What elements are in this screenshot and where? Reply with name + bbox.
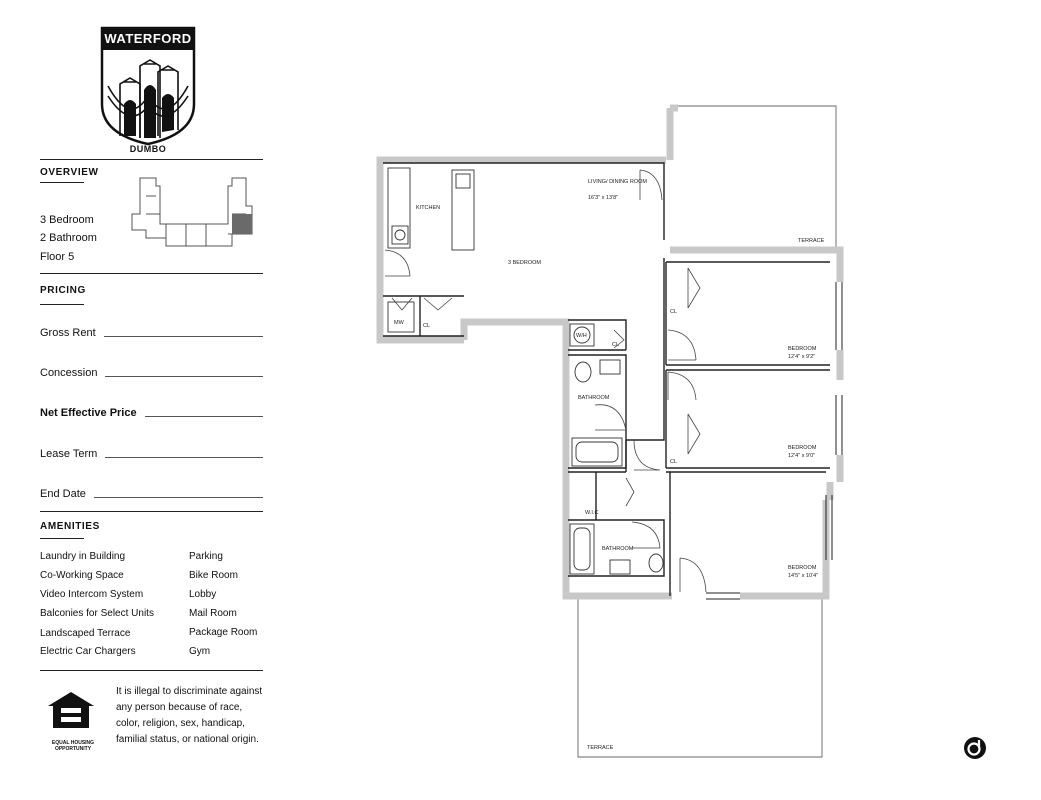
divider — [40, 538, 84, 539]
divider — [40, 273, 263, 274]
terrace-top-outline — [678, 106, 836, 248]
divider — [40, 511, 263, 512]
amenities-title: AMENITIES — [40, 521, 100, 532]
door-swings — [385, 170, 706, 592]
windows — [706, 282, 842, 599]
label-closet: CL — [423, 323, 431, 329]
bathroom-fixtures — [570, 324, 663, 574]
label-bedroom-1: BEDROOM — [788, 346, 817, 352]
amenity-item: Bike Room — [189, 570, 238, 581]
label-bedroom-1-dims: 12'4" x 9'2" — [788, 354, 816, 360]
info-sidebar — [40, 0, 263, 800]
label-mw: MW — [394, 320, 404, 326]
label-bedroom-3: BEDROOM — [788, 565, 817, 571]
amenity-item: Parking — [189, 551, 223, 562]
label-kitchen: KITCHEN — [416, 205, 441, 211]
divider — [40, 159, 263, 160]
overview-floor: Floor 5 — [40, 251, 75, 263]
amenity-item: Video Intercom System — [40, 589, 144, 600]
amenity-item: Co-Working Space — [40, 570, 124, 581]
label-living: LIVING/ DINING ROOM — [588, 179, 647, 185]
pricing-label: Gross Rent — [40, 327, 96, 339]
divider — [40, 304, 84, 305]
label-closet: CL — [670, 309, 678, 315]
waterford-dumbo-logo — [100, 26, 196, 158]
label-living-dims: 16'3" x 13'8" — [588, 195, 619, 201]
label-bedroom-2: BEDROOM — [788, 445, 817, 451]
terrace-bottom-outline — [578, 598, 822, 757]
label-bathroom-1: BATHROOM — [578, 395, 610, 401]
logo-name: WATERFORD — [104, 31, 192, 46]
interior-walls — [383, 163, 830, 596]
floor-plan — [370, 100, 850, 765]
fair-housing-disclaimer: It is illegal to discriminate against any person because of race, color, religion, sex, handicap, familial status, or national origin. — [116, 686, 263, 745]
overview-bedrooms: 3 Bedroom — [40, 214, 94, 226]
pricing-row-concession — [40, 363, 263, 379]
divider — [40, 182, 84, 183]
pricing-label: Lease Term — [40, 448, 98, 460]
label-closet: CL — [670, 459, 678, 465]
fill-in-line — [105, 376, 263, 377]
amenity-item: Mail Room — [189, 608, 237, 619]
divider — [40, 670, 263, 671]
pricing-label: End Date — [40, 488, 86, 500]
amenity-item: Gym — [189, 646, 211, 657]
pricing-label: Concession — [40, 367, 98, 379]
equal-housing-badge: EQUAL HOUSING OPPORTUNITY — [51, 740, 95, 752]
building-key-plan — [128, 176, 264, 248]
label-terrace-top: TERRACE — [798, 238, 825, 244]
pricing-title: PRICING — [40, 285, 86, 296]
amenity-item: Lobby — [189, 589, 217, 600]
label-unit: 3 BEDROOM — [508, 260, 542, 266]
fill-in-line — [94, 497, 263, 498]
pricing-row-end-date — [40, 484, 263, 500]
overview-bathrooms: 2 Bathroom — [40, 232, 97, 244]
amenity-item: Balconies for Select Units — [40, 608, 154, 619]
label-bedroom-3-dims: 14'5" x 10'4" — [788, 573, 819, 579]
pricing-row-net-effective — [40, 403, 263, 419]
amenity-item: Laundry in Building — [40, 551, 126, 562]
amenity-item: Package Room — [189, 627, 258, 638]
fill-in-line — [105, 457, 263, 458]
amenity-item: Electric Car Chargers — [40, 646, 136, 657]
label-wh: W/H — [576, 333, 587, 339]
label-closet: CL — [612, 342, 620, 348]
pricing-row-gross-rent — [40, 323, 263, 339]
pricing-row-lease-term — [40, 444, 263, 460]
logo-location: DUMBO — [129, 144, 167, 154]
fill-in-line — [104, 336, 263, 337]
amenity-item: Landscaped Terrace — [40, 628, 131, 639]
label-bathroom-2: BATHROOM — [602, 546, 634, 552]
pricing-label: Net Effective Price — [40, 407, 137, 419]
label-wic: W.I.C — [585, 510, 599, 516]
label-bedroom-2-dims: 12'4" x 9'0" — [788, 453, 816, 459]
label-terrace-bottom: TERRACE — [587, 745, 614, 751]
overview-title: OVERVIEW — [40, 167, 99, 178]
brand-logo-icon — [963, 736, 987, 760]
kitchen-fixtures — [388, 168, 474, 332]
fill-in-line — [145, 416, 263, 417]
